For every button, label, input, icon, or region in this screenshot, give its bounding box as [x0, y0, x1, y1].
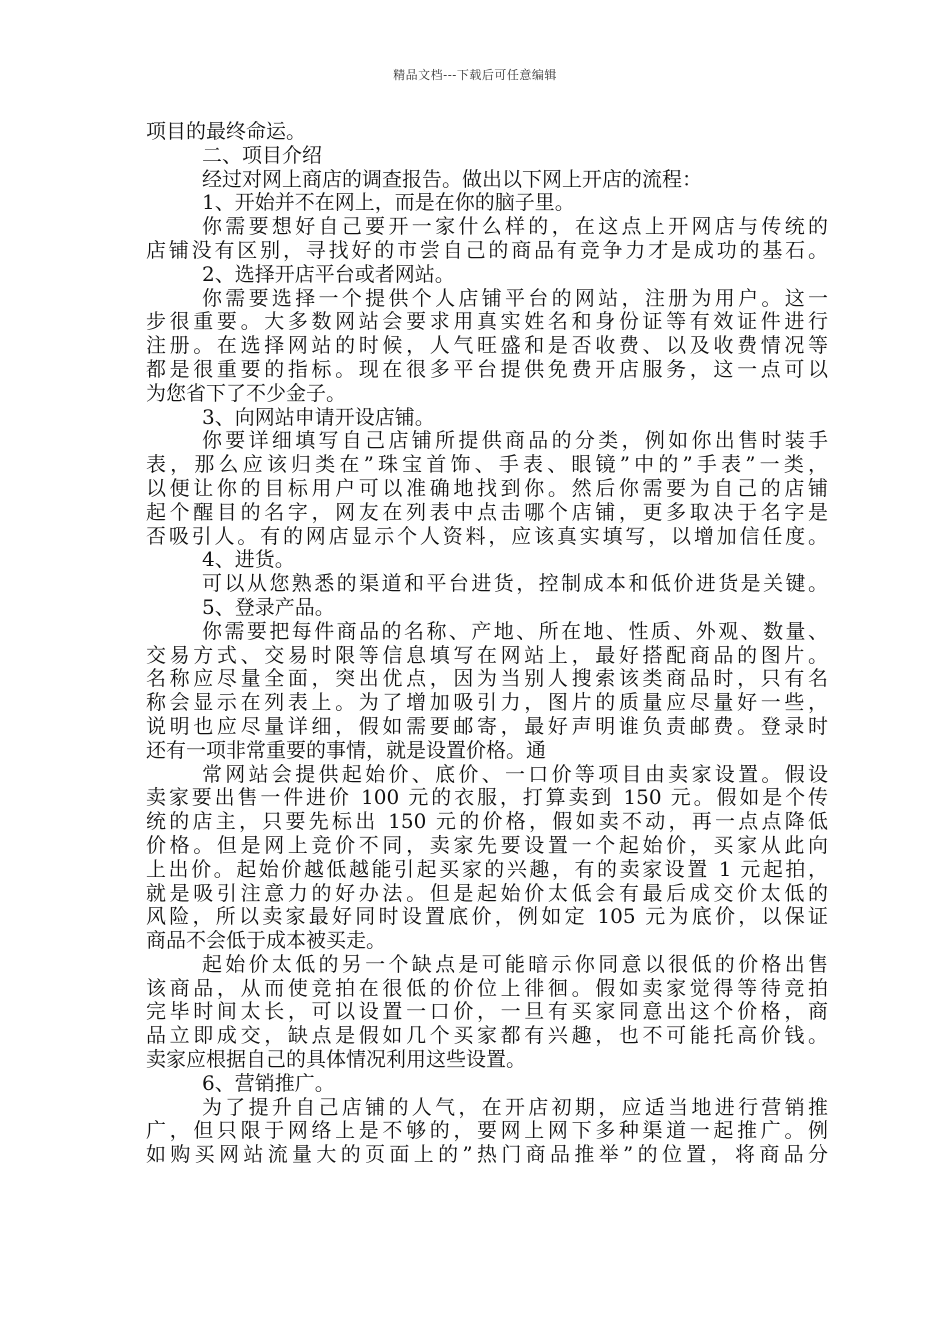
text-line: 常网站会提供起始价、底价、一口价等项目由卖家设置。假设	[202, 762, 828, 786]
text-line: 起个醒目的名字，网友在列表中点击哪个店铺，更多取决于名字是	[146, 500, 828, 524]
text-line: 风险，所以卖家最好同时设置底价，例如定 105 元为底价，以保证	[146, 905, 828, 929]
text-line: 起始价太低的另一个缺点是可能暗示你同意以很低的价格出售	[202, 952, 828, 976]
text-line: 就是吸引注意力的好办法。但是起始价太低会有最后成交价太低的	[146, 881, 828, 905]
text-line: 还有一项非常重要的事情，就是设置价格。通	[146, 738, 546, 762]
text-line: 6、营销推广。	[202, 1071, 335, 1095]
text-line: 说明也应尽量详细，假如需要邮寄，最好声明谁负责邮费。登录时	[146, 714, 828, 738]
text-line: 经过对网上商店的调查报告。做出以下网上开店的流程：	[202, 167, 702, 191]
text-line: 项目的最终命运。	[146, 120, 306, 143]
text-line: 统的店主，只要先标出 150 元的价格，假如卖不动，再一点点降低	[146, 810, 828, 834]
text-line: 该商品，从而使竞拍在很低的价位上徘徊。假如卖家觉得等待竞拍	[146, 976, 828, 1000]
text-line: 4、进货。	[202, 548, 295, 572]
text-line: 为您省下了不少金子。	[146, 381, 346, 405]
page-header: 精品文档---下载后可任意编辑	[393, 68, 557, 82]
text-line: 品立即成交，缺点是假如几个买家都有兴趣，也不可能托高价钱。	[146, 1024, 828, 1048]
text-line: 否吸引人。有的网店显示个人资料，应该真实填写，以增加信任度。	[146, 524, 828, 548]
text-line: 完毕时间太长，可以设置一口价，一旦有买家同意出这个价格，商	[146, 1000, 828, 1024]
text-line: 价格。但是网上竞价不同，卖家先要设置一个起始价，买家从此向	[146, 833, 828, 857]
text-line: 可以从您熟悉的渠道和平台进货，控制成本和低价进货是关键。	[202, 572, 828, 596]
text-line: 卖家要出售一件进价 100 元的衣服，打算卖到 150 元。假如是个传	[146, 786, 828, 810]
text-line: 卖家应根据自己的具体情况利用这些设置。	[146, 1048, 526, 1072]
text-line: 你要详细填写自己店铺所提供商品的分类，例如你出售时装手	[202, 429, 828, 453]
text-line: 3、向网站申请开设店铺。	[202, 405, 435, 429]
text-line: 步很重要。大多数网站会要求用真实姓名和身份证等有效证件进行	[146, 310, 828, 334]
text-line: 广，但只限于网络上是不够的，要网上网下多种渠道一起推广。例	[146, 1119, 828, 1143]
text-line: 注册。在选择网站的时候，人气旺盛和是否收费、以及收费情况等	[146, 334, 828, 358]
text-line: 店铺没有区别，寻找好的市尝自己的商品有竞争力才是成功的基石。	[146, 238, 828, 262]
text-line: 2、选择开店平台或者网站。	[202, 262, 455, 286]
text-line: 你需要选择一个提供个人店铺平台的网站，注册为用户。这一	[202, 286, 828, 310]
text-line: 以便让你的目标用户可以准确地找到你。然后你需要为自己的店铺	[146, 476, 828, 500]
text-line: 5、登录产品。	[202, 595, 335, 619]
text-line: 商品不会低于成本被买走。	[146, 929, 386, 953]
text-line: 交易方式、交易时限等信息填写在网站上，最好搭配商品的图片。	[146, 643, 828, 667]
text-line: 1、开始并不在网上，而是在你的脑子里。	[202, 191, 575, 215]
text-line: 名称应尽量全面，突出优点，因为当别人搜索该类商品时，只有名	[146, 667, 828, 691]
text-line: 如购买网站流量大的页面上的”热门商品推举”的位置，将商品分	[146, 1143, 828, 1167]
text-line: 你需要想好自己要开一家什么样的，在这点上开网店与传统的	[202, 215, 828, 239]
text-line: 称会显示在列表上。为了增加吸引力，图片的质量应尽量好一些，	[146, 691, 828, 715]
text-line: 上出价。起始价越低越能引起买家的兴趣，有的卖家设置 1 元起拍，	[146, 857, 828, 881]
text-line: 你需要把每件商品的名称、产地、所在地、性质、外观、数量、	[202, 619, 828, 643]
text-line: 为了提升自己店铺的人气，在开店初期，应适当地进行营销推	[202, 1095, 828, 1119]
document-body	[146, 120, 828, 1167]
text-line: 二、项目介绍	[202, 143, 322, 167]
text-line: 都是很重要的指标。现在很多平台提供免费开店服务，这一点可以	[146, 357, 828, 381]
text-line: 表，那么应该归类在”珠宝首饰、手表、眼镜”中的”手表”一类，	[146, 453, 828, 477]
